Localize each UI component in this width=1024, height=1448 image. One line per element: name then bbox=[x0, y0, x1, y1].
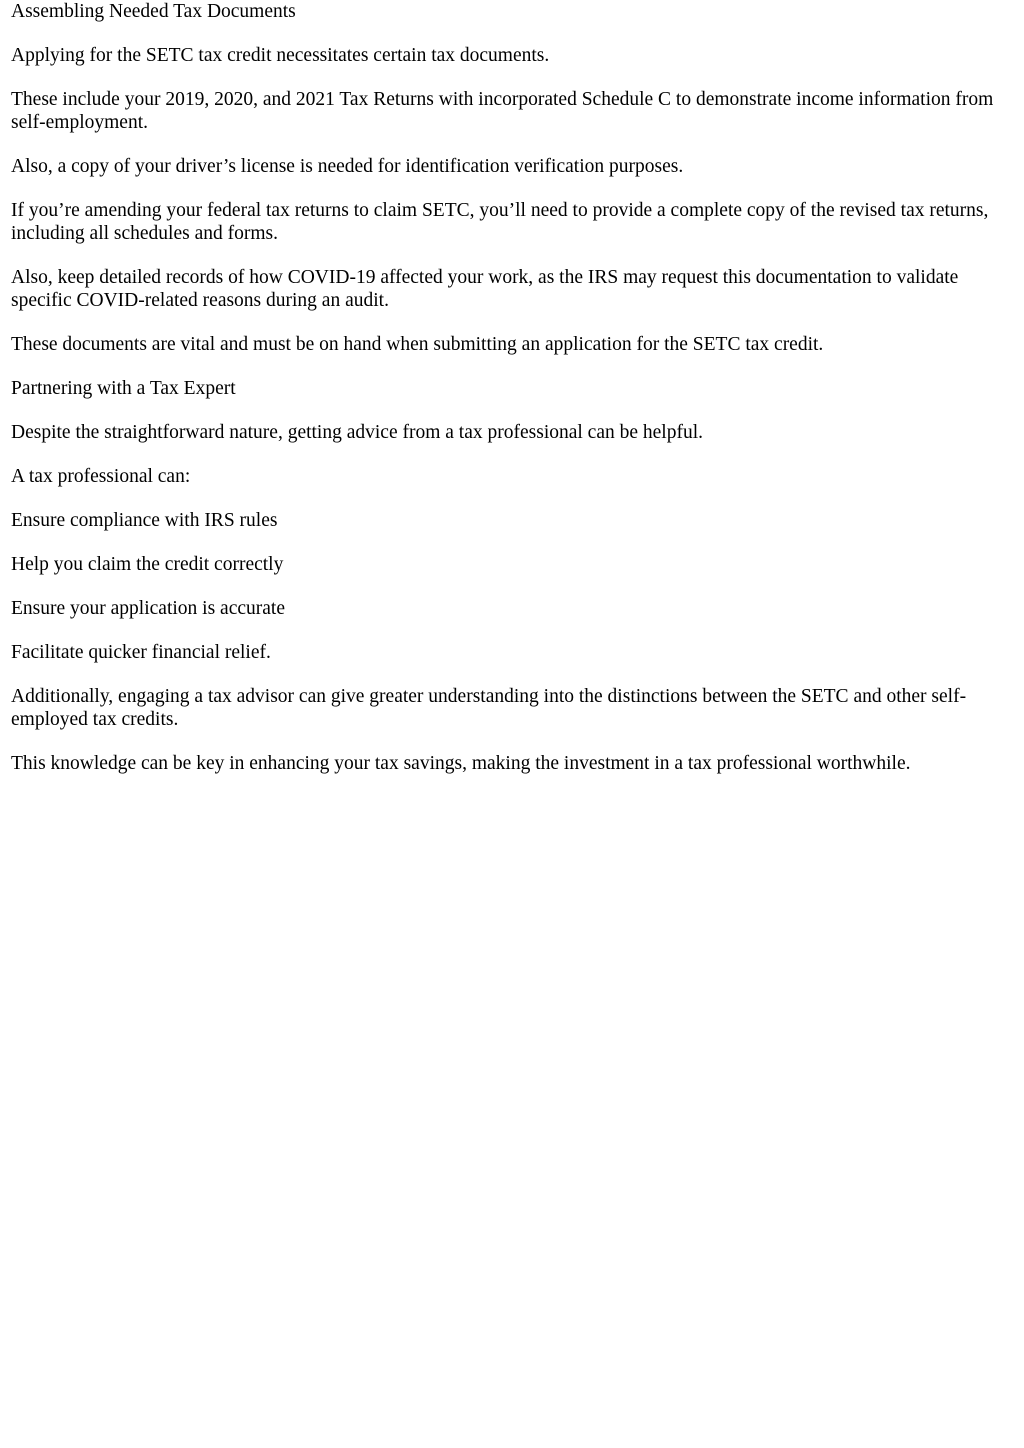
paragraph: These documents are vital and must be on hand when submitting an application for the SETC tax credit. bbox=[11, 334, 824, 355]
paragraph: If you’re amending your federal tax returns to claim SETC, you’ll need to provide a complete copy of the revised tax returns, including all schedules and forms. bbox=[11, 200, 989, 244]
section-heading-tax-documents: Assembling Needed Tax Documents bbox=[11, 1, 296, 22]
paragraph: This knowledge can be key in enhancing your tax savings, making the investment in a tax professional worthwhile. bbox=[11, 753, 911, 774]
list-item: Facilitate quicker financial relief. bbox=[11, 642, 271, 663]
list-item: Ensure your application is accurate bbox=[11, 598, 285, 619]
paragraph: A tax professional can: bbox=[11, 466, 191, 487]
section-heading-tax-expert: Partnering with a Tax Expert bbox=[11, 378, 236, 399]
paragraph: Also, a copy of your driver’s license is needed for identification verification purposes. bbox=[11, 156, 684, 177]
paragraph: Additionally, engaging a tax advisor can give greater understanding into the distinctions between the SETC and other self-employed tax credits. bbox=[11, 686, 967, 730]
paragraph: Also, keep detailed records of how COVID-19 affected your work, as the IRS may request this documentation to validate specific COVID-related reasons during an audit. bbox=[11, 267, 959, 311]
list-item: Help you claim the credit correctly bbox=[11, 554, 284, 575]
list-item: Ensure compliance with IRS rules bbox=[11, 510, 278, 531]
paragraph: Despite the straightforward nature, getting advice from a tax professional can be helpful. bbox=[11, 422, 704, 443]
paragraph: These include your 2019, 2020, and 2021 Tax Returns with incorporated Schedule C to demonstrate income information from self-employment. bbox=[11, 89, 994, 133]
paragraph: Applying for the SETC tax credit necessitates certain tax documents. bbox=[11, 45, 550, 66]
